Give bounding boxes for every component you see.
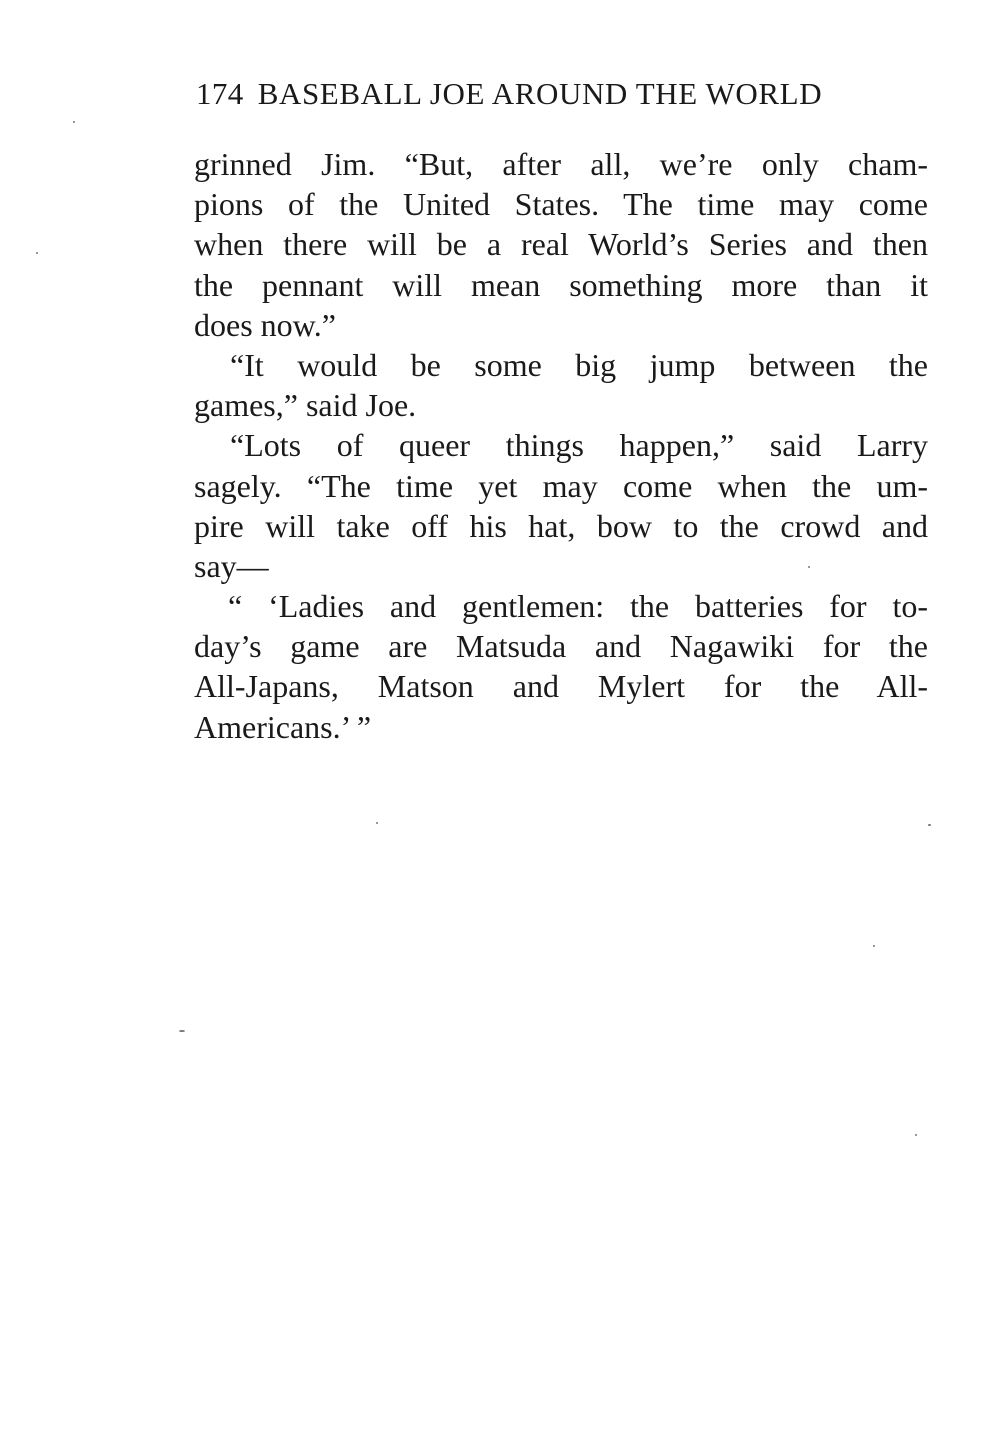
running-head bbox=[196, 74, 928, 114]
text-line: “Lots of queer things happen,” said Larry bbox=[230, 427, 928, 464]
book-title: BASEBALL JOE AROUND THE WORLD bbox=[257, 76, 823, 111]
scan-speck bbox=[873, 945, 875, 947]
text-line: when there will be a real World’s Series and then bbox=[194, 226, 928, 263]
page-number: 174 bbox=[196, 76, 244, 111]
scan-speck bbox=[915, 1134, 917, 1136]
text-line: “ ‘Ladies and gentlemen: the batteries for to- bbox=[228, 588, 928, 625]
scan-speck bbox=[73, 121, 75, 123]
text-line: the pennant will mean something more than it bbox=[194, 266, 928, 303]
scan-speck bbox=[179, 1030, 185, 1032]
text-line: All-Japans, Matson and Mylert for the All- bbox=[194, 668, 928, 705]
text-line: pions of the United States. The time may come bbox=[194, 186, 928, 223]
text-line: grinned Jim. “But, after all, we’re only cham- bbox=[194, 146, 928, 182]
text-line: say— bbox=[194, 547, 269, 584]
text-line: day’s game are Matsuda and Nagawiki for the bbox=[194, 628, 928, 665]
scan-speck bbox=[928, 824, 931, 826]
scan-speck bbox=[376, 822, 378, 824]
scan-speck bbox=[36, 252, 38, 254]
text-line: “It would be some big jump between the bbox=[230, 346, 928, 383]
text-line: pire will take off his hat, bow to the crowd and bbox=[194, 507, 928, 544]
text-line: games,” said Joe. bbox=[194, 387, 417, 424]
text-line: does now.” bbox=[194, 306, 336, 343]
text-line: sagely. “The time yet may come when the um- bbox=[194, 467, 928, 504]
scan-speck bbox=[808, 566, 810, 568]
body-text bbox=[194, 144, 928, 747]
text-line: Americans.’ ” bbox=[194, 708, 372, 745]
